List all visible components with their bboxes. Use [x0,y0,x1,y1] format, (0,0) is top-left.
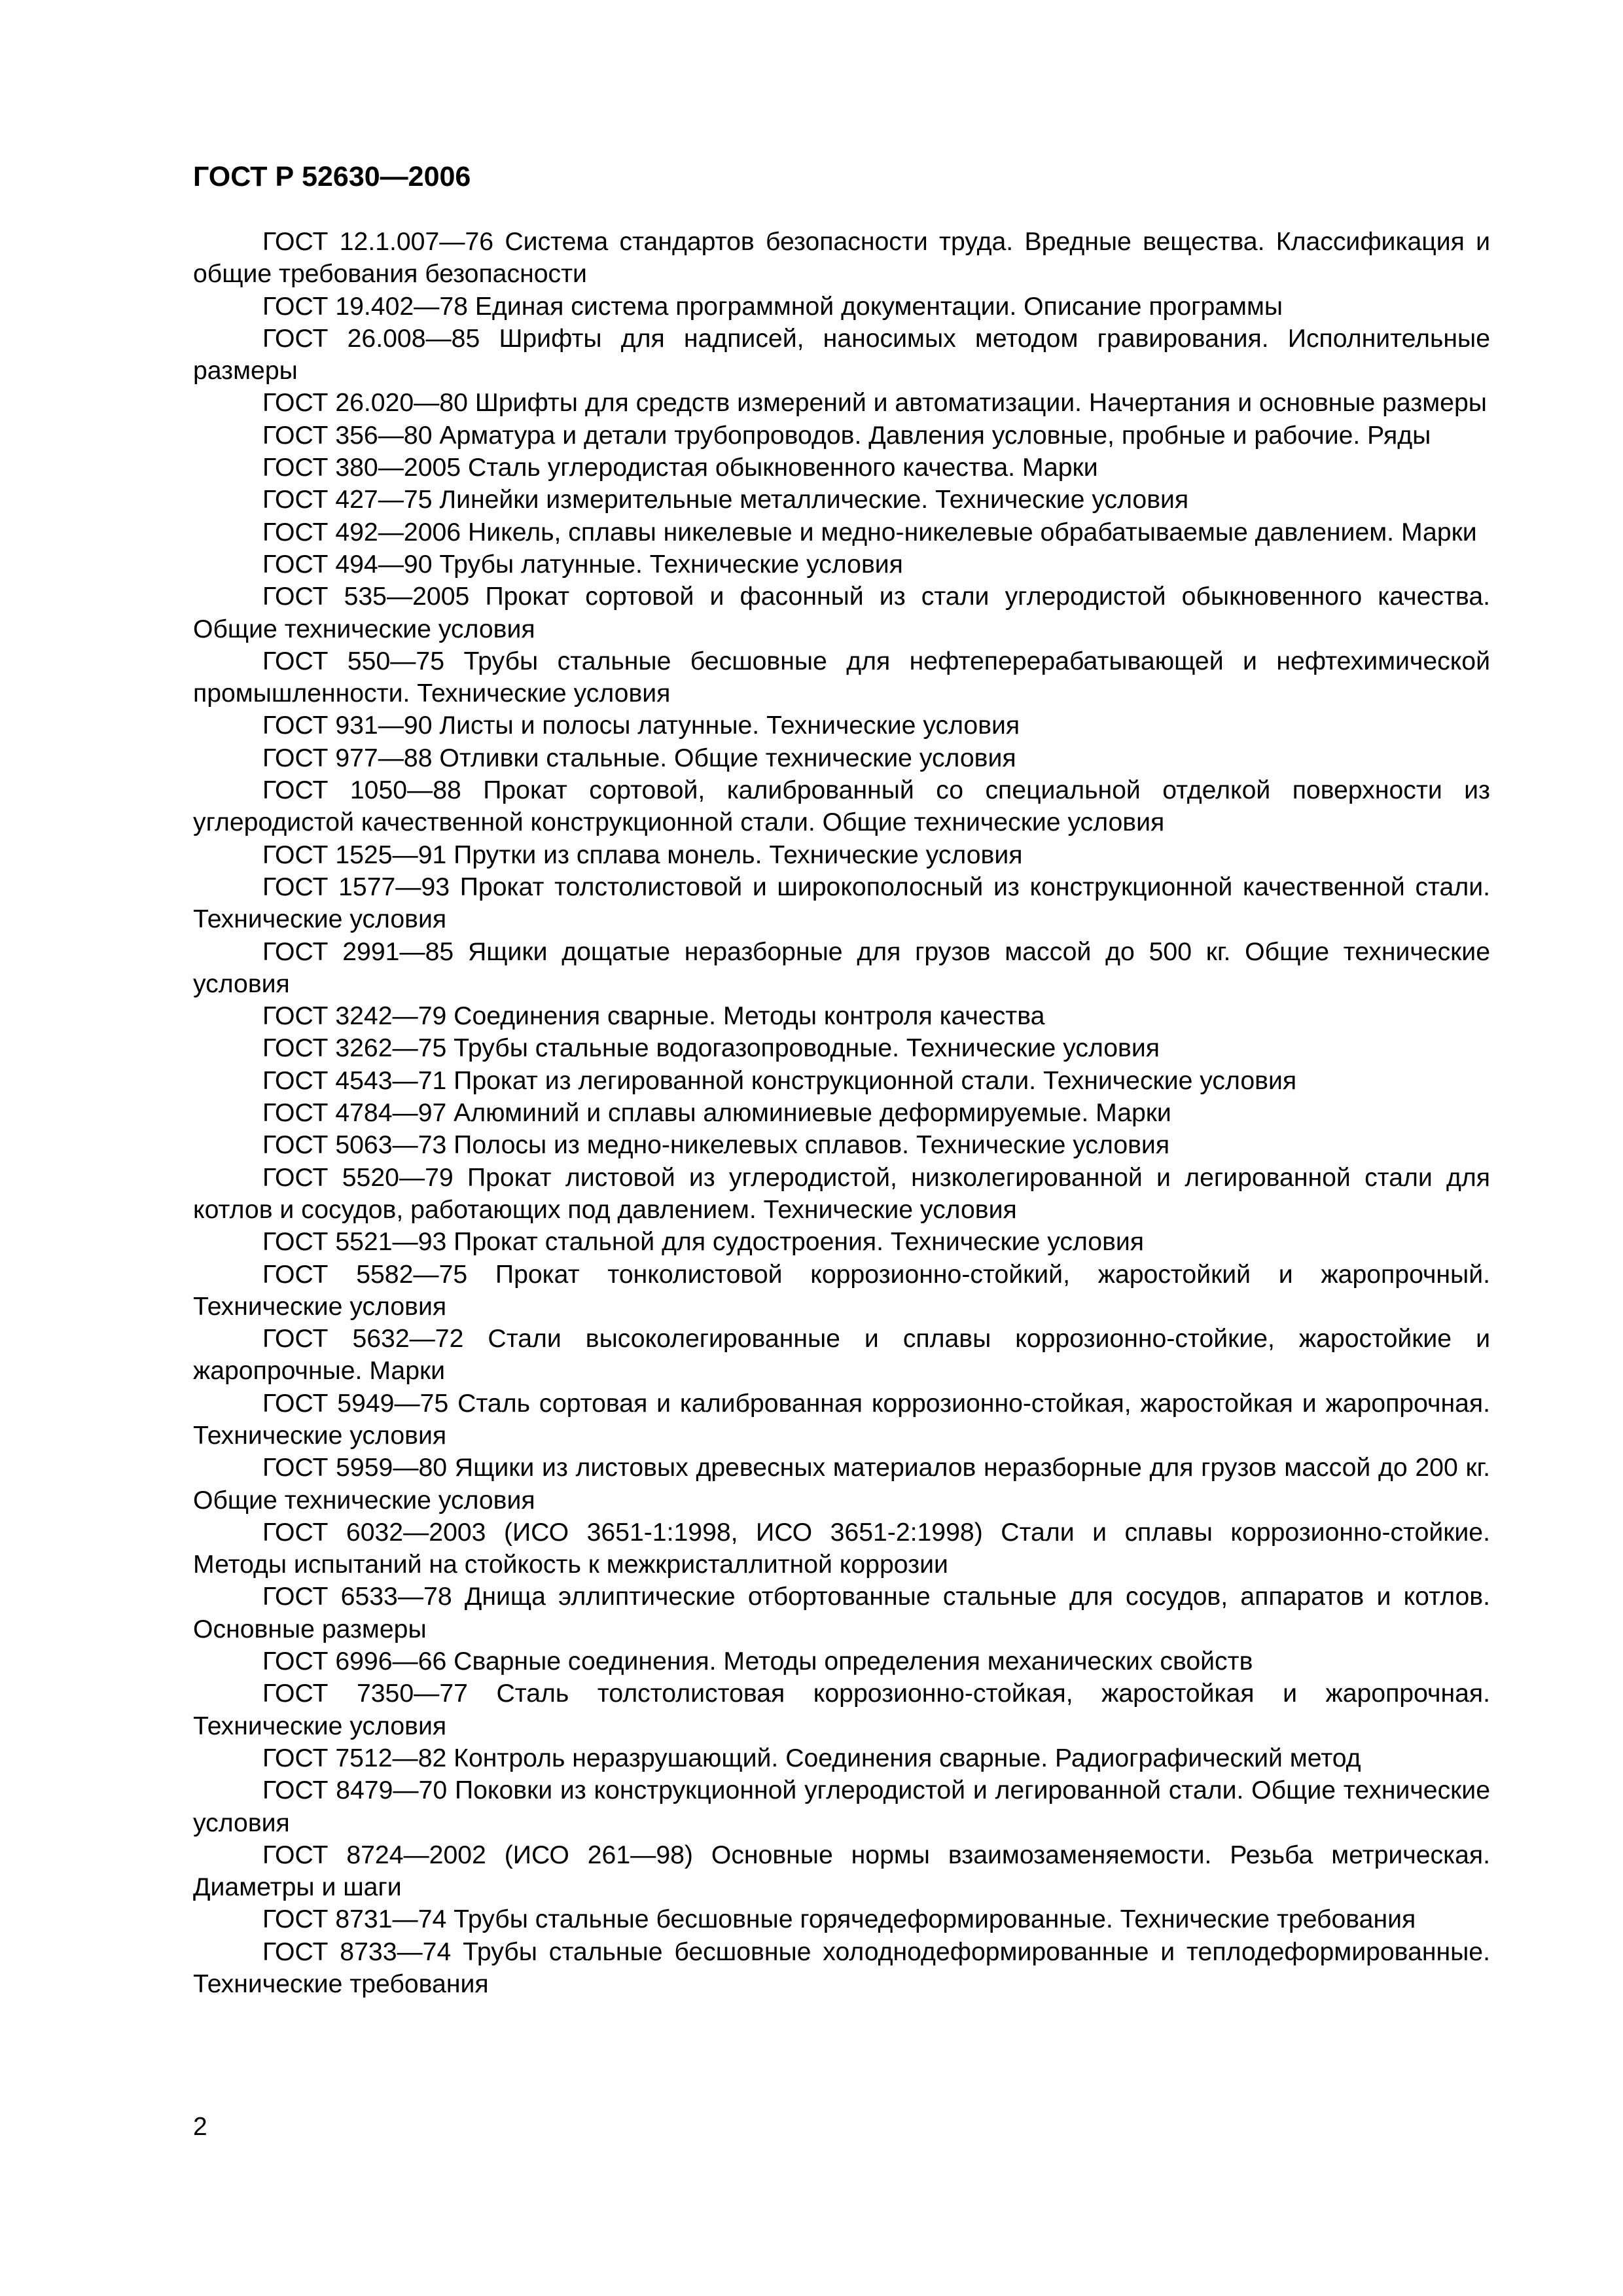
document-header: ГОСТ Р 52630—2006 [193,161,471,192]
reference-list [193,226,1490,2000]
reference-item: ГОСТ 5582—75 Прокат тонколистовой коррозионно-стойкий, жаростойкий и жаропрочный. Технические условия [193,1260,1490,1321]
reference-item: ГОСТ 8733—74 Трубы стальные бесшовные холоднодеформированные и теплодеформированные. Технические требования [193,1937,1490,1999]
reference-item: ГОСТ 26.008—85 Шрифты для надписей, наносимых методом гравирования. Исполнительные размеры [193,324,1490,386]
reference-item: ГОСТ 6533—78 Днища эллиптические отбортованные стальные для сосудов, аппаратов и котлов. Основные размеры [193,1583,1490,1643]
reference-item: ГОСТ 535—2005 Прокат сортовой и фасонный из стали углеродистой обыкновенного качества. Общие технические условия [193,583,1490,643]
reference-item: ГОСТ 977—88 Отливки стальные. Общие технические условия [262,744,1016,772]
reference-item: ГОСТ 1577—93 Прокат толстолистовой и широкополосный из конструкционной качественной стали. Технические условия [193,872,1490,934]
reference-item: ГОСТ 427—75 Линейки измерительные металлические. Технические условия [262,486,1189,514]
reference-item: ГОСТ 494—90 Трубы латунные. Технические условия [262,550,903,579]
reference-item: ГОСТ 550—75 Трубы стальные бесшовные для нефтеперерабатывающей и нефтехимической промышленности. Технические условия [193,647,1490,708]
reference-item: ГОСТ 2991—85 Ящики дощатые неразборные для грузов массой до 500 кг. Общие технические условия [193,937,1490,998]
reference-item: ГОСТ 492—2006 Никель, сплавы никелевые и медно-никелевые обрабатываемые давлением. Марки [262,518,1477,547]
reference-item: ГОСТ 931—90 Листы и полосы латунные. Технические условия [262,711,1020,740]
reference-item: ГОСТ 6032—2003 (ИСО 3651-1:1998, ИСО 3651-2:1998) Стали и сплавы коррозионно-стойкие. Методы испытаний на стойкость к межкристаллитной коррозии [193,1518,1490,1579]
reference-item: ГОСТ 8731—74 Трубы стальные бесшовные горячедеформированные. Технические требования [262,1905,1416,1934]
reference-item: ГОСТ 12.1.007—76 Система стандартов безопасности труда. Вредные вещества. Классификация и общие требования безопасности [193,228,1490,289]
reference-item: ГОСТ 8724—2002 (ИСО 261—98) Основные нормы взаимозаменяемости. Резьба метрическая. Диаметры и шаги [193,1840,1490,1902]
reference-item: ГОСТ 8479—70 Поковки из конструкционной углеродистой и легированной стали. Общие технические условия [193,1776,1490,1837]
reference-item: ГОСТ 5521—93 Прокат стальной для судостроения. Технические условия [262,1228,1145,1257]
reference-item: ГОСТ 26.020—80 Шрифты для средств измерений и автоматизации. Начертания и основные размеры [262,389,1487,418]
reference-item: ГОСТ 19.402—78 Единая система программной документации. Описание программы [262,292,1283,321]
reference-item: ГОСТ 4784—97 Алюминий и сплавы алюминиевые деформируемые. Марки [262,1099,1171,1128]
reference-item: ГОСТ 1050—88 Прокат сортовой, калиброванный со специальной отделкой поверхности из углеродистой качественной конструкционной стали. Общие технические условия [193,776,1490,837]
reference-item: ГОСТ 5632—72 Стали высоколегированные и сплавы коррозионно-стойкие, жаростойкие и жаропрочные. Марки [193,1325,1490,1386]
reference-item: ГОСТ 5063—73 Полосы из медно-никелевых сплавов. Технические условия [262,1131,1170,1160]
reference-item: ГОСТ 6996—66 Сварные соединения. Методы определения механических свойств [262,1647,1253,1676]
page-number: 2 [193,2113,207,2141]
reference-item: ГОСТ 5949—75 Сталь сортовая и калиброванная коррозионно-стойкая, жаростойкая и жаропрочная. Технические условия [193,1389,1490,1450]
reference-item: ГОСТ 380—2005 Сталь углеродистая обыкновенного качества. Марки [262,454,1098,482]
reference-item: ГОСТ 5520—79 Прокат листовой из углеродистой, низколегированной и легированной стали для котлов и сосудов, работающих под давлением. Технические условия [193,1163,1490,1224]
reference-item: ГОСТ 356—80 Арматура и детали трубопроводов. Давления условные, пробные и рабочие. Ряды [262,421,1431,450]
reference-item: ГОСТ 3262—75 Трубы стальные водогазопроводные. Технические условия [262,1034,1160,1063]
reference-item: ГОСТ 5959—80 Ящики из листовых древесных материалов неразборные для грузов массой до 200 кг. Общие технические условия [193,1454,1490,1515]
reference-item: ГОСТ 7512—82 Контроль неразрушающий. Соединения сварные. Радиографический метод [262,1744,1361,1772]
reference-item: ГОСТ 1525—91 Прутки из сплава монель. Технические условия [262,840,1023,869]
reference-item: ГОСТ 3242—79 Соединения сварные. Методы контроля качества [262,1002,1045,1031]
reference-item: ГОСТ 4543—71 Прокат из легированной конструкционной стали. Технические условия [262,1066,1297,1095]
reference-item: ГОСТ 7350—77 Сталь толстолистовая коррозионно-стойкая, жаростойкая и жаропрочная. Технические условия [193,1679,1490,1740]
